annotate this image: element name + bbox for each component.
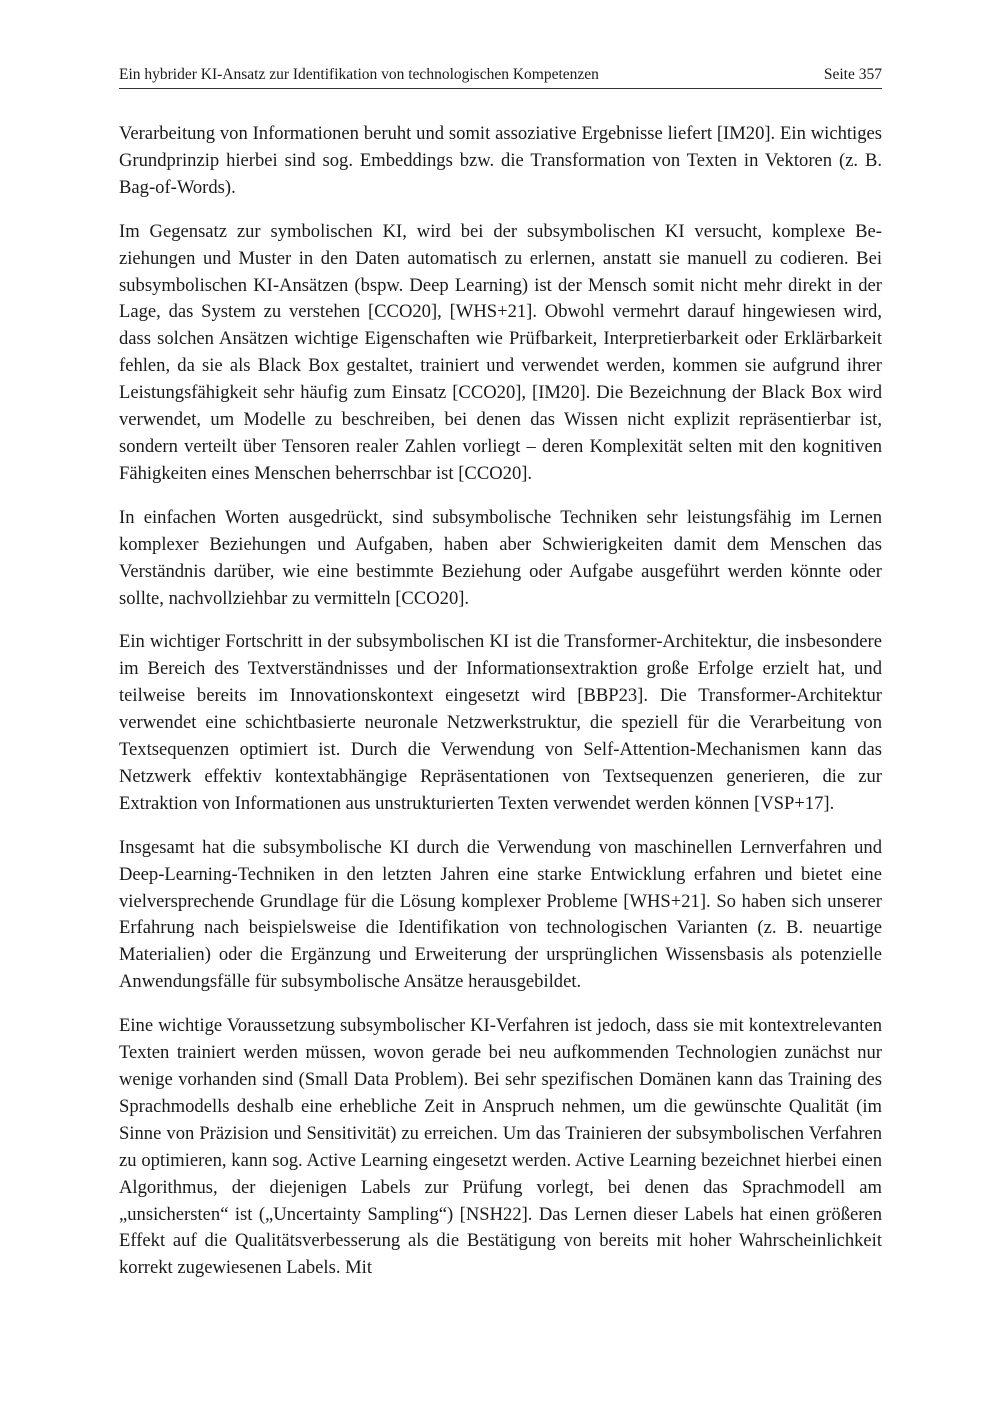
paragraph-6: Eine wichtige Voraussetzung subsymbolischer KI-Verfahren ist jedoch, dass sie mit kontextrelevanten Texten trainiert werden müssen, wovon gerade bei neu aufkommenden Technologien zunächst nur wenige vorhanden sind (Small Data Problem). Bei sehr spezifischen Domänen kann das Training des Sprachmodells deshalb eine erhebliche Zeit in Anspruch nehmen, um die gewünschte Qualität (im Sinne von Präzision und Sensitivität) zu erreichen. Um das Trainieren der subsymbolischen Verfahren zu optimieren, kann sog. Active Learning eingesetzt werden. Active Learning bezeichnet hierbei einen Algorithmus, der diejenigen Labels zur Prüfung vorlegt, bei denen das Sprachmodell am „unsichersten“ ist („Uncertainty Sampling“) [NSH22]. Das Lernen dieser Labels hat einen größeren Effekt auf die Qualitätsverbesserung als die Bestätigung von bereits mit hoher Wahrscheinlichkeit korrekt zugewiesenen Labels. Mit [119,1015,882,1279]
paragraph-3: In einfachen Worten ausgedrückt, sind subsymbolische Techniken sehr leistungsfähig im Lernen komplexer Beziehungen und Aufgaben, haben aber Schwierigkeiten damit dem Menschen das Verständnis darüber, wie eine bestimmte Beziehung oder Aufgabe ausgeführt werden könnte oder sollte, nachvollziehbar zu vermitteln [CCO20]. [119,506,882,609]
running-header [119,64,882,89]
paragraph-4: Ein wichtiger Fortschritt in der subsymbolischen KI ist die Transformer-Architektur, die insbesondere im Bereich des Textverständnisses und der Informationsextraktion große Erfolge erzielt hat, und teilweise bereits im Innovationskontext eingesetzt wird [BBP23]. Die Transformer-Architektur verwendet eine schichtbasierte neuronale Netzwerkstruktur, die speziell für die Verarbeitung von Textsequenzen optimiert ist. Durch die Verwendung von Self-Attention-Mechanismen kann das Netzwerk effektiv kontextabhängige Repräsentationen von Textsequenzen generieren, die zur Extraktion von Informationen aus unstrukturierten Texten verwendet werden können [VSP+17]. [119,631,882,814]
running-title: Ein hybrider KI-Ansatz zur Identifikation von technologischen Kompetenzen [119,66,599,83]
paragraph-5: Insgesamt hat die subsymbolische KI durch die Verwendung von maschinellen Lernverfahren und Deep-Learning-Techniken in den letzten Jahren eine starke Entwicklung erfahren und bietet eine vielversprechende Grundlage für die Lösung komplexer Probleme [WHS+21]. So haben sich unserer Erfahrung nach beispielsweise die Identifikation von technologischen Varianten (z. B. neuartige Materialien) oder die Ergänzung und Erweiterung der ursprünglichen Wissensbasis als potenzielle Anwendungsfälle für subsymbolische Ansätze herausgebildet. [119,836,882,993]
paragraph-2: Im Gegensatz zur symbolischen KI, wird bei der subsymbolischen KI versucht, komplexe Beziehungen und Muster in den Daten automatisch zu erlernen, anstatt sie manuell zu codieren. Bei subsymbolischen KI-Ansätzen (bspw. Deep Learning) ist der Mensch somit nicht mehr direkt in der Lage, das System zu verstehen [CCO20], [WHS+21]. Obwohl vermehrt darauf hingewiesen wird, dass solchen Ansätzen wichtige Eigenschaften wie Prüfbarkeit, Interpretierbarkeit oder Erklärbarkeit fehlen, da sie als Black Box gestaltet, trainiert und verwendet werden, kommen sie aufgrund ihrer Leistungsfähigkeit sehr häufig zum Einsatz [CCO20], [IM20]. Die Bezeichnung der Black Box wird verwendet, um Modelle zu beschreiben, bei denen das Wissen nicht explizit repräsentierbar ist, sondern verteilt über Tensoren realer Zahlen vorliegt – deren Komplexität selten mit den kognitiven Fähigkeiten eines Menschen beherrschbar ist [CCO20]. [119,220,882,484]
paragraph-1: Verarbeitung von Informationen beruht und somit assoziative Ergebnisse liefert [IM20]. Ein wichtiges Grundprinzip hierbei sind sog. Embeddings bzw. die Transformation von Texten in Vektoren (z. B. Bag-of-Words). [119,123,882,198]
body-text [119,121,882,1299]
page-number: Seite 357 [823,66,882,83]
